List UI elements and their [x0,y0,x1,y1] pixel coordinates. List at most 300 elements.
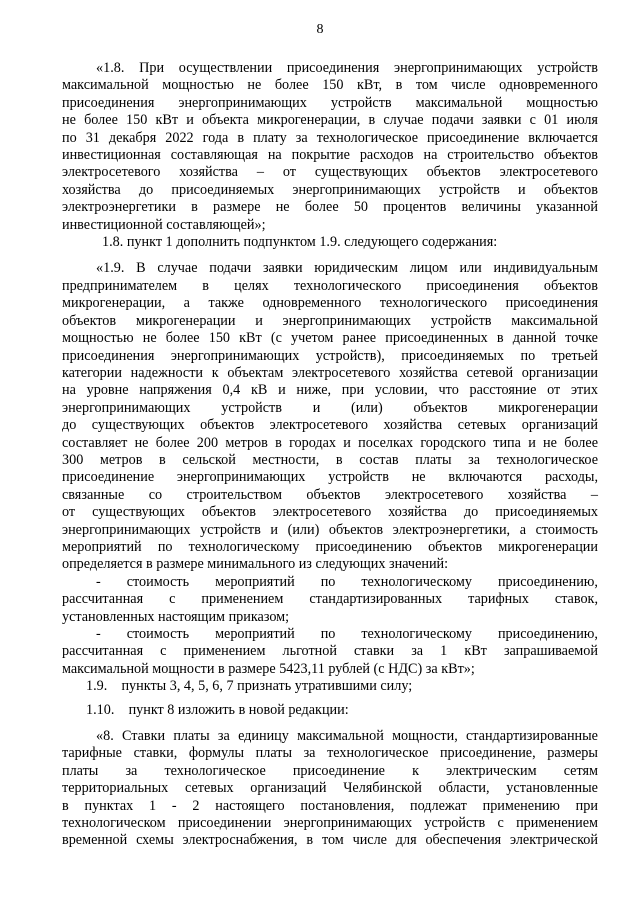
word: 150 [322,77,344,94]
word: не [62,112,76,129]
word: технологического [293,277,402,294]
word: присоединение [427,129,520,146]
word: более [84,112,118,129]
word: а [519,521,527,538]
word: кВт [155,112,179,129]
word: технологического [379,295,488,312]
paragraph-p5 [62,702,598,719]
text-line [62,199,598,216]
word: объектов [543,277,598,294]
word: максимальной [62,77,149,94]
word: присоединению, [497,626,598,642]
word: присоединения [426,277,519,294]
word: области, [438,780,490,797]
word: и [312,399,321,416]
text-line [62,382,598,399]
word: кВ [250,382,268,399]
word: устройств [439,181,500,198]
word: до [138,181,154,198]
text-line [62,487,598,504]
word: энергопринимающих [394,60,523,76]
word: также [208,295,244,312]
word: и [255,312,263,329]
word: технологическое [316,129,419,146]
text-line [62,591,598,608]
word: 1 [440,643,448,660]
word: мощностью [162,77,234,94]
word: от [547,382,561,399]
word: микрогенерации [498,538,598,555]
word: подачи [209,260,252,277]
word: от [62,504,76,521]
word: платы [173,728,210,745]
word: мероприятий [62,538,142,555]
word: электроэнергетики, [392,521,511,538]
word: хозяйства [507,486,567,503]
word: более [564,434,598,451]
word: электросетевого [292,364,391,381]
word: кВт [464,643,487,660]
document-body [62,60,598,850]
text-line [62,435,598,452]
word: стоимость [126,573,190,590]
word: подлежат [410,797,467,814]
text-line [62,278,598,295]
word: 2022 [165,129,194,146]
word: строительством [186,486,282,503]
text-line [62,626,598,643]
word: постановления, [300,797,395,814]
word: 50 [353,199,369,216]
word: и [343,434,351,451]
word: в [368,112,376,129]
paragraph-p6 [62,728,598,850]
word: подачи [431,112,474,129]
word: размеры [547,745,598,762]
word: энергопринимающих [282,312,412,329]
word: установленных настоящим приказом; [62,608,290,625]
word: схемы [136,832,174,849]
word: местности, [252,451,320,468]
word: 01 [544,112,559,129]
word: технологическому [188,538,300,555]
word: года [202,129,229,146]
word: электрической [510,832,598,849]
word: мощности, [392,728,458,745]
word: объектов [426,164,481,181]
word: объектов [328,521,384,538]
text-line [62,539,598,556]
word: включается [528,129,598,146]
word: технологическому [361,626,472,642]
word: 1.10. пункт 8 изложить в новой редакции: [86,701,349,718]
word: устройств [424,815,486,832]
word: - [96,626,101,642]
text-line [62,330,598,347]
word: более [155,434,190,451]
word: мощностью [62,330,134,347]
word: и [186,112,194,129]
word: применению [482,797,560,814]
paragraph-p2 [62,234,598,251]
word: за [125,762,138,779]
word: лицом [409,260,448,277]
word: в [306,832,314,849]
word: заявки [481,112,522,129]
text-line [62,780,598,797]
word: стоимость [126,626,190,642]
word: 150 [126,112,148,129]
word: присоединения [286,60,380,76]
word: сетевых [457,417,507,434]
text-line [62,832,598,849]
word: на [267,147,282,164]
word: в [159,451,166,468]
word: присоединении [177,815,272,832]
word: тарифные [62,745,122,762]
word: присоединения [62,94,155,111]
text-line [62,678,598,695]
word: не [142,330,157,347]
word: платы [62,762,99,779]
word: существующих [92,504,185,521]
word: и [278,382,286,399]
word: 200 [196,434,219,451]
word: и [518,181,526,198]
word: формулы [188,745,245,762]
word: платы [415,451,452,468]
word: по [320,573,336,590]
word: сетевой [466,364,514,381]
word: инвестиционная [62,147,161,164]
word: указанной [536,199,598,216]
word: микрогенерации [498,399,598,416]
text-line [62,609,598,626]
text-line [62,745,598,762]
word: что [438,382,459,399]
word: третьей [551,347,598,364]
word: рассчитанная [62,643,144,660]
word: электросетевого [62,164,161,181]
word: существующих [91,417,185,434]
word: городского [420,434,487,451]
word: электросетевого [272,504,372,521]
word: устройств [328,469,389,486]
word: 150 [208,330,231,347]
word: Ставки [121,728,166,745]
word: объектов [413,399,468,416]
word: кВт [239,330,262,347]
word: более [304,199,339,216]
word: мероприятий [215,626,295,642]
word: учетом [291,330,334,347]
word: установленные [506,780,598,797]
word: «8. [96,728,114,745]
word: не [134,434,149,451]
text-line [62,556,598,573]
word: тарифных [468,591,529,608]
word: для [395,832,417,849]
word: энергопринимающих [170,347,300,364]
word: в [237,129,245,146]
word: организаций [521,417,598,434]
word: расходы, [544,469,598,486]
word: числе [352,832,387,849]
word: процентов [383,199,447,216]
word: ставки [353,643,395,660]
word: объектов [428,538,483,555]
word: максимальной мощности в размере 5423,11 рублей (с НДС) за кВт»; [62,660,475,677]
word: к [211,364,219,381]
word: электросетевого [269,417,369,434]
text-line [62,522,598,539]
word: размере [213,199,261,216]
word: более [274,77,309,94]
word: (с [270,330,282,347]
word: организации [521,364,598,381]
word: технологическом [62,815,166,832]
word: этих [570,382,598,399]
word: энергопринимающих [283,815,413,832]
word: 2 [192,797,200,814]
word: хозяйства [388,504,447,521]
word: стандартизированные [466,728,598,745]
word: пунктах [84,797,134,814]
word: в [202,277,209,294]
word: или [459,260,482,277]
text-line [62,469,598,486]
word: объектов [200,417,255,434]
word: объектов [543,181,598,198]
word: не [247,77,262,94]
word: декабря [108,129,157,146]
word: устройств [330,94,392,111]
text-line [62,260,598,277]
word: за [217,728,230,745]
word: и [528,434,536,451]
word: категории [62,364,122,381]
word: обеспечения [425,832,502,849]
word: за [411,643,424,660]
word: электросетевого [384,486,484,503]
word: покрытие [291,147,350,164]
word: объектам [227,364,284,381]
word: с [497,815,504,832]
word: (или) [287,521,320,538]
text-line [62,112,598,129]
word: устройств), [315,347,385,364]
text-line [62,164,598,181]
word: устройств [200,521,261,538]
text-line [62,400,598,417]
word: 300 [62,451,84,468]
word: присоединение [62,469,155,486]
word: случае [157,260,198,277]
word: 1 [149,797,157,814]
word: присоединение, [439,745,536,762]
word: мероприятий [215,573,295,590]
word: индивидуальным [493,260,598,277]
word: в [335,451,343,468]
word: до [463,504,479,521]
word: присоединяемых [171,181,275,198]
text-line [62,365,598,382]
word: сетевых [184,780,234,797]
text-line [62,313,598,330]
word: присоединения [62,347,155,364]
word: инвестиционной составляющей»; [62,216,266,233]
word: (или) [351,399,383,416]
word: юридическим [314,260,398,277]
text-line [62,815,598,832]
word: поселках [358,434,414,451]
word: составляет [62,434,128,451]
text-line [62,763,598,780]
text-line [62,452,598,469]
word: мощностью [526,94,598,111]
word: за [295,129,308,146]
word: за [468,451,481,468]
word: не [411,469,426,486]
word: кВт, [357,77,383,94]
word: условии, [374,382,428,399]
word: заявки [262,260,303,277]
paragraph-p4 [62,678,598,695]
word: точке [565,330,598,347]
word: целях [234,277,269,294]
word: - [171,797,177,814]
word: от [282,164,296,181]
text-line [62,295,598,312]
word: с [160,643,167,660]
word: льготной [282,643,337,660]
word: со [148,486,163,503]
word: напряжения [139,382,212,399]
word: предпринимателем [62,277,178,294]
word: организаций [250,780,327,797]
word: устройств [430,312,492,329]
word: по [62,129,77,146]
paragraph-p1 [62,60,598,234]
word: энергопринимающих [292,181,421,198]
word: Челябинской [343,780,422,797]
word: «1.9. [96,260,125,277]
word: - [96,573,101,590]
word: 1.8. пункт 1 дополнить подпунктом 1.9. следующего содержания: [102,234,498,251]
word: ставок, [554,591,598,608]
word: микрогенерации, [62,295,166,312]
word: на [62,382,76,399]
word: июля [566,112,598,129]
word: одновременного [499,77,598,94]
word: применением [183,643,266,660]
word: по [157,538,173,555]
word: расходов [359,147,414,164]
text-line [62,95,598,112]
word: микрогенерации, [257,112,361,129]
word: строительство [447,147,534,164]
word: с [169,591,176,608]
text-line [62,130,598,147]
word: максимальной [415,94,503,111]
text-line [62,60,598,77]
word: максимальной [297,728,384,745]
word: технологическое [496,451,598,468]
word: ранее [342,330,377,347]
word: данной [512,330,557,347]
word: и [270,521,279,538]
word: платы [255,745,292,762]
word: хозяйства [179,164,238,181]
word: электроэнергетики [62,199,176,216]
word: энергопринимающих [178,94,307,111]
word: существующих [314,164,408,181]
word: временной [62,832,128,849]
word: при [575,797,598,814]
word: при [341,382,365,399]
word: 31 [85,129,100,146]
word: 1.9. пункты 3, 4, 5, 6, 7 признать утратившими силу; [86,678,413,695]
word: ниже, [296,382,332,399]
word: том [415,77,438,94]
text-line [62,217,598,234]
paragraph-p3 [62,260,598,678]
word: хозяйства [383,417,443,434]
word: стандартизированных [309,591,443,608]
page-number: 8 [316,22,324,37]
word: метров [225,434,268,451]
word: ставки, [133,745,178,762]
word: случае [383,112,424,129]
word: не [543,434,557,451]
paragraph-gap [62,251,598,260]
word: электросетевого [499,164,598,181]
word: стоимость [535,521,598,538]
word: к [412,762,419,779]
word: территориальных [62,780,169,797]
word: применением [516,815,598,832]
text-line [62,77,598,94]
word: надежности [130,364,204,381]
word: В [136,260,146,277]
text-line [62,702,598,719]
word: объектов [201,504,256,521]
paragraph-gap [62,719,598,728]
word: величины [461,199,521,216]
text-line [62,147,598,164]
word: – [256,164,264,181]
word: на [423,147,438,164]
word: присоединения [505,295,598,312]
word: в [275,434,282,451]
word: метров [99,451,143,468]
word: осуществлении [178,60,273,76]
word: по [320,626,336,642]
word: составляющая [170,147,258,164]
word: числе [451,77,486,94]
text-line [62,504,598,521]
word: по [520,347,536,364]
word: том [321,832,344,849]
word: настоящего [215,797,285,814]
text-line [62,661,598,678]
word: максимальной [511,312,598,329]
word: объектов [62,312,117,329]
word: расстояние [469,382,537,399]
word: микрогенерации [135,312,236,329]
word: одновременного [262,295,362,312]
word: сельской [182,451,236,468]
